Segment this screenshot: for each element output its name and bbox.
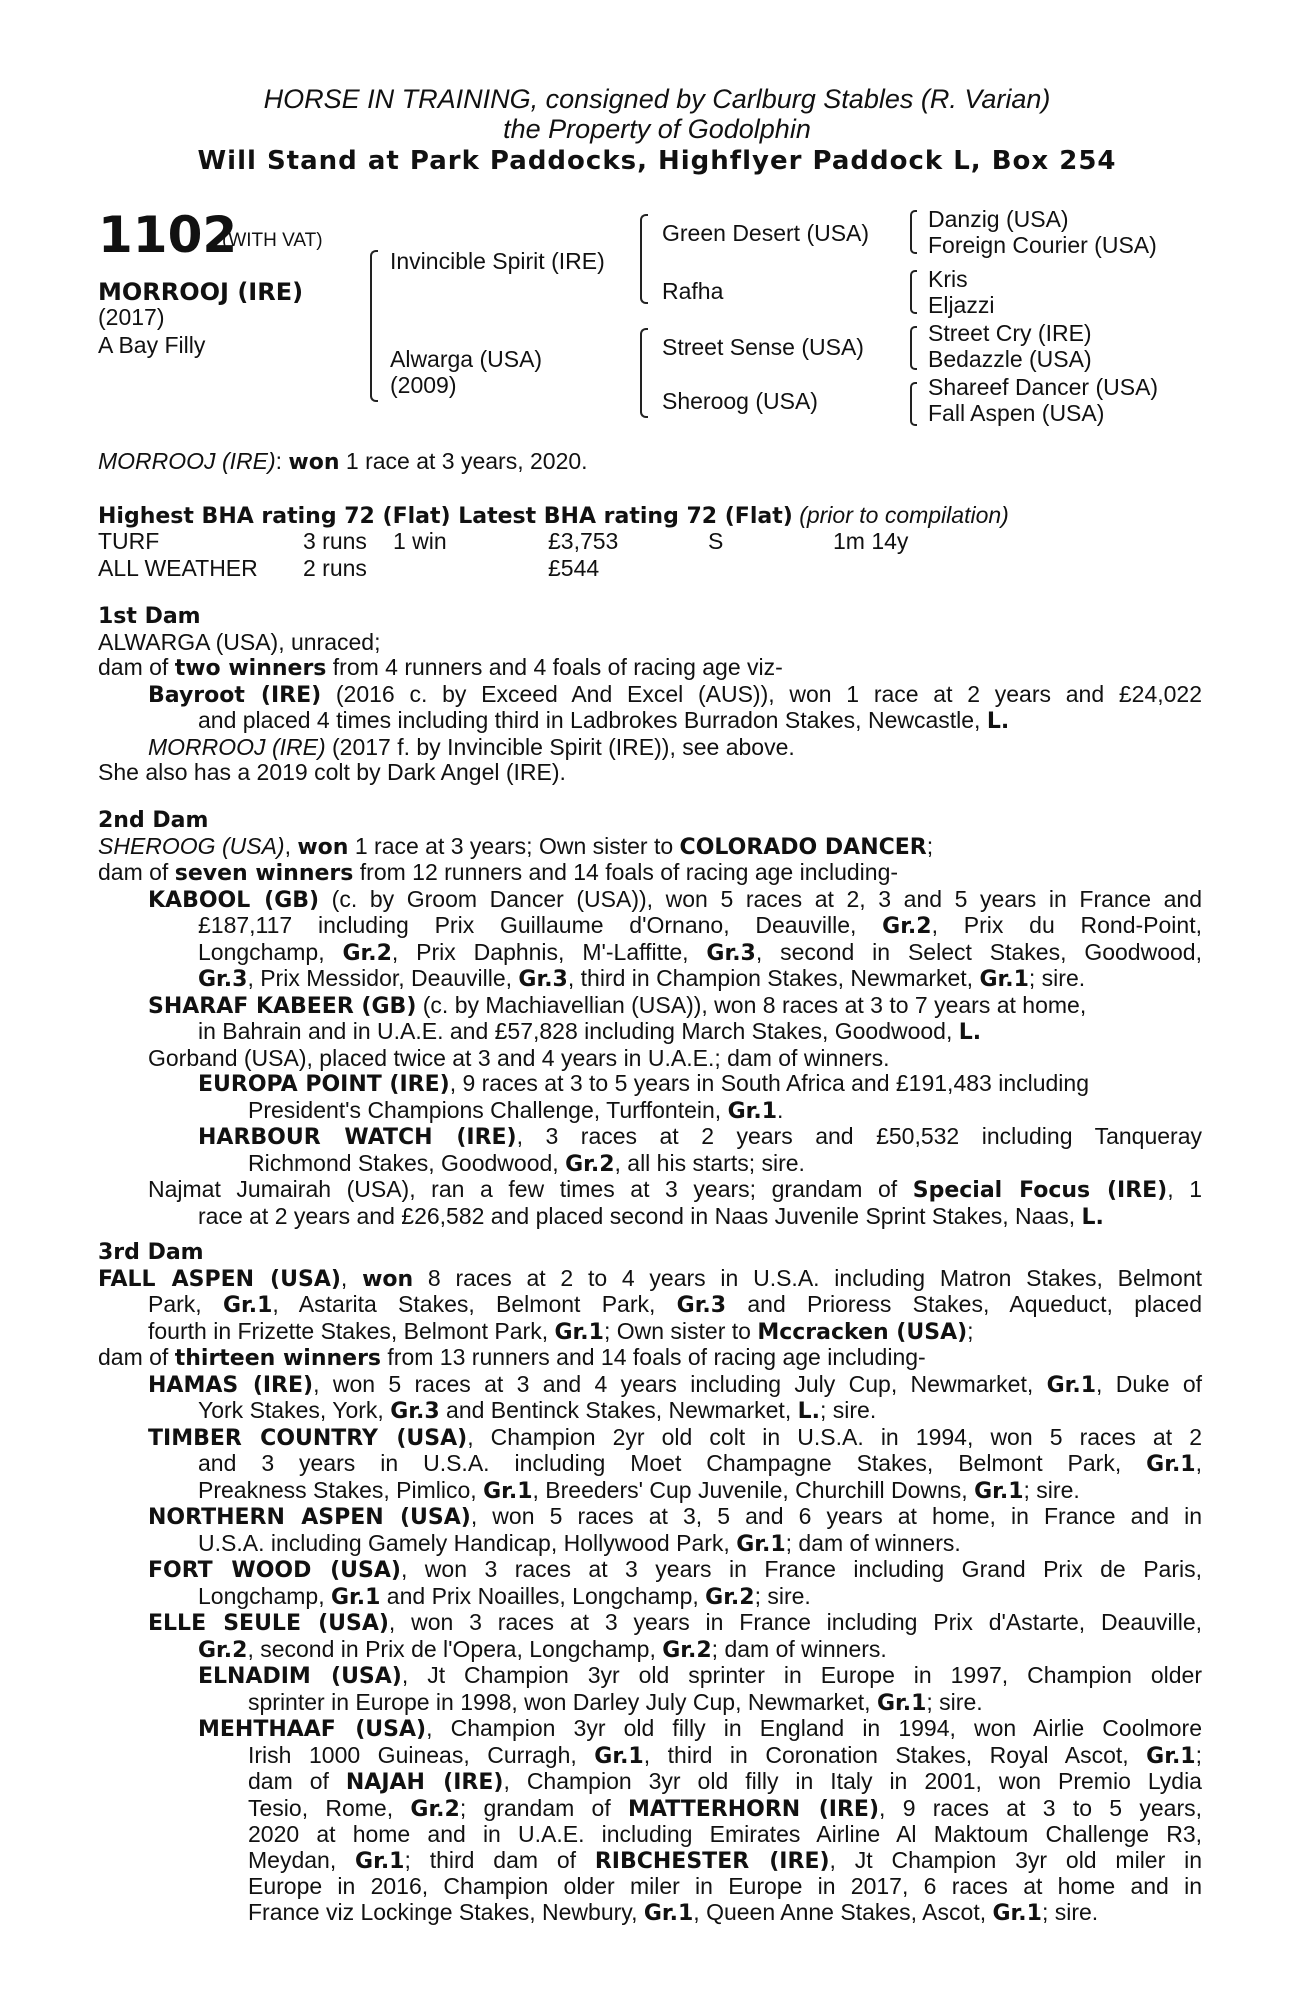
- pedigree-ds: Street Sense (USA): [662, 334, 864, 360]
- table-row: ALL WEATHER 2 runs £544: [98, 555, 600, 581]
- pedigree-dsd: Bedazzle (USA): [928, 346, 1092, 372]
- pedigree-dam-year: (2009): [390, 372, 457, 398]
- pedigree-sire: Invincible Spirit (IRE): [390, 248, 605, 274]
- lot-vat: (WITH VAT): [222, 230, 323, 251]
- pedigree-ss: Green Desert (USA): [662, 220, 870, 246]
- horse-year: (2017): [98, 304, 165, 330]
- pedigree-brace-dd: [910, 382, 917, 426]
- horse-name: MORROOJ (IRE): [98, 278, 304, 306]
- pedigree-sd: Rafha: [662, 278, 724, 304]
- pedigree-dss: Street Cry (IRE): [928, 320, 1092, 346]
- second-dam-heading: 2nd Dam: [98, 808, 209, 833]
- pedigree-brace-ss: [910, 210, 917, 254]
- pedigree-brace-sire: [640, 214, 648, 304]
- pedigree-ssd: Foreign Courier (USA): [928, 232, 1157, 258]
- pedigree-brace-main: [370, 250, 378, 402]
- pedigree-sdd: Eljazzi: [928, 292, 995, 318]
- pedigree-brace-ds: [910, 326, 917, 370]
- header-property: the Property of Godolphin: [503, 114, 811, 144]
- second-dam-section: 2nd Dam SHEROOG (USA), won 1 race at 3 years; Own sister to COLORADO DANCER; dam of seven winners from 12 runners and 14 foals of racing age including- KABOOL (GB) (c. by Groom Dancer (USA)), won 5 races at 2, 3 and 5 years in France and £187,117 including Prix Guillaume d'Ornano, Deauville, Gr.2, Prix du Rond-Point, Longchamp, Gr.2, Prix Daphnis, M'-Laffitte, Gr.3, second in Select Stakes, Goodwood, Gr.3, Prix Messidor, Deauville, Gr.3, third in Champion Stakes, Newmarket, Gr.1; sire. SHARAF KABEER (GB) (c. by Machiavellian (USA)), won 8 races at 3 to 7 years at home, in Bahrain and in U.A.E. and £57,828 including March Stakes, Goodwood, L. Gorband (USA), placed twice at 3 and 4 years in U.A.E.; dam of winners. EUROPA POINT (IRE), 9 races at 3 to 5 years in South Africa and £191,483 including President's Champions Challenge, Turffontein, Gr.1. HARBOUR WATCH (IRE), 3 races at 2 years and £50,532 including Tanqueray Richmond Stakes, Goodwood, Gr.2, all his starts; sire. Najmat Jumairah (USA), ran a few times at 3 years; grandam of Special Focus (IRE), 1 race at 2 years and £26,582 and placed second in Naas Juvenile Sprint Stakes, Naas, L.: [98, 808, 1202, 1230]
- header-location: Will Stand at Park Paddocks, Highflyer Paddock L, Box 254: [197, 146, 1117, 176]
- pedigree-brace-sd: [910, 270, 917, 314]
- first-dam-section: 1st Dam ALWARGA (USA), unraced; dam of two winners from 4 runners and 4 foals of racing age viz- Bayroot (IRE) (2016 c. by Exceed And Excel (AUS)), won 1 race at 2 years and £24,022 and placed 4 times including third in Ladbrokes Burradon Stakes, Newcastle, L. MORROOJ (IRE) (2017 f. by Invincible Spirit (IRE)), see above. She also has a 2019 colt by Dark Angel (IRE).: [98, 604, 1203, 785]
- third-dam-section: 3rd Dam FALL ASPEN (USA), won 8 races at 2 to 4 years in U.S.A. including Matron Stakes, Belmont Park, Gr.1, Astarita Stakes, Belmont Park, Gr.3 and Prioress Stakes, Aqueduct, placed fourth in Frizette Stakes, Belmont Park, Gr.1; Own sister to Mccracken (USA); dam of thirteen winners from 13 runners and 14 foals of racing age including- HAMAS (IRE), won 5 races at 3 and 4 years including July Cup, Newmarket, Gr.1, Duke of York Stakes, York, Gr.3 and Bentinck Stakes, Newmarket, L.; sire. TIMBER COUNTRY (USA), Champion 2yr old colt in U.S.A. in 1994, won 5 races at 2 and 3 years in U.S.A. including Moet Champagne Stakes, Belmont Park, Gr.1, Preakness Stakes, Pimlico, Gr.1, Breeders' Cup Juvenile, Churchill Downs, Gr.1; sire. NORTHERN ASPEN (USA), won 5 races at 3, 5 and 6 years at home, in France and in U.S.A. including Gamely Handicap, Hollywood Park, Gr.1; dam of winners. FORT WOOD (USA), won 3 races at 3 years in France including Grand Prix de Paris, Longchamp, Gr.1 and Prix Noailles, Longchamp, Gr.2; sire. ELLE SEULE (USA), won 3 races at 3 years in France including Prix d'Astarte, Deauville, Gr.2, second in Prix de l'Opera, Longchamp, Gr.2; dam of winners. ELNADIM (USA), Jt Champion 3yr old sprinter in Europe in 1997, Champion older sprinter in Europe in 1998, won Darley July Cup, Newmarket, Gr.1; sire. MEHTHAAF (USA), Champion 3yr old filly in England in 1994, won Airlie Coolmore Irish 1000 Guineas, Curragh, Gr.1, third in Coronation Stakes, Royal Ascot, Gr.1; dam of NAJAH (IRE), Champion 3yr old filly in Italy in 2001, won Premio Lydia Tesio, Rome, Gr.2; grandam of MATTERHORN (IRE), 9 races at 3 to 5 years, 2020 at home and in U.A.E. including Emirates Airline Al Maktoum Challenge R3, Meydan, Gr.1; third dam of RIBCHESTER (IRE), Jt Champion 3yr old miler in Europe in 2016, Champion older miler in Europe in 2017, 6 races at home and in France viz Lockinge Stakes, Newbury, Gr.1, Queen Anne Stakes, Ascot, Gr.1; sire.: [98, 1240, 1203, 1926]
- pedigree-sss: Danzig (USA): [928, 206, 1069, 232]
- pedigree-ddd: Fall Aspen (USA): [928, 400, 1105, 426]
- bha-rating: Highest BHA rating 72 (Flat) Latest BHA rating 72 (Flat) (prior to compilation): [98, 502, 1009, 529]
- pedigree-dd: Sheroog (USA): [662, 388, 818, 414]
- pedigree-dds: Shareef Dancer (USA): [928, 374, 1159, 400]
- first-dam-heading: 1st Dam: [98, 604, 201, 629]
- pedigree-brace-dam: [640, 328, 648, 418]
- pedigree-dam: Alwarga (USA): [390, 346, 543, 372]
- horse-desc: A Bay Filly: [98, 332, 206, 358]
- header-consignor: HORSE IN TRAINING, consigned by Carlburg Stables (R. Varian): [263, 84, 1051, 114]
- table-row: TURF 3 runs 1 win £3,753 S 1m 14y: [98, 528, 909, 554]
- third-dam-heading: 3rd Dam: [98, 1240, 204, 1265]
- lot-number: 1102: [98, 206, 238, 264]
- race-stats-table: [98, 528, 908, 582]
- race-summary: MORROOJ (IRE): won 1 race at 3 years, 2020.: [98, 448, 588, 475]
- pedigree-sds: Kris: [928, 266, 968, 292]
